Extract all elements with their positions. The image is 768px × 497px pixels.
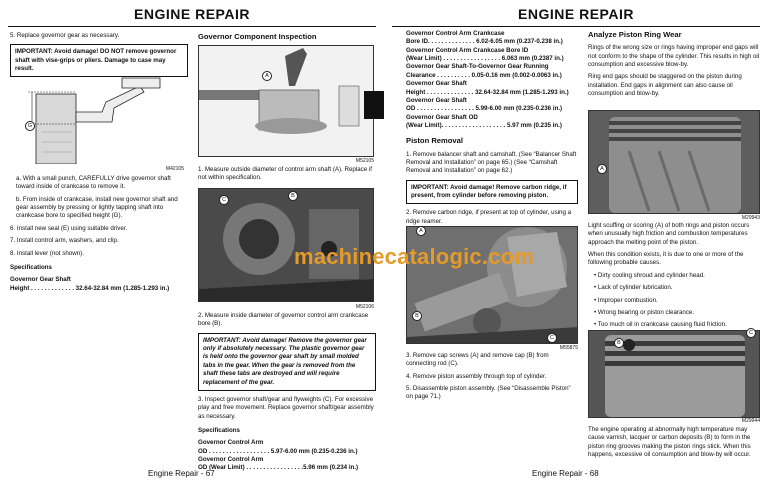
section-title: Governor Component Inspection [198, 32, 317, 41]
page-edge-tab [364, 91, 384, 119]
header-rule [8, 26, 376, 27]
step-text: 4. Remove piston assembly through top of cylinder. [406, 372, 547, 380]
left-col1-lower [10, 175, 188, 297]
spec-title: Specifications [198, 426, 240, 434]
watermark: machinecatalogic.com [294, 244, 534, 269]
spec-item: Governor Gear Shaft [406, 96, 467, 104]
step-text: b. From inside of crankcase, install new governor shaft and gear assembly by pressing or lightly tapping shaft into crankcase bore to specified height (G). [16, 195, 178, 220]
callout-a: A [597, 164, 607, 174]
spec-line: (Wear Limit). . . . . . . . . . . . . . . . . . . 5.97 mm (0.235 in.) [406, 121, 562, 129]
right-col1-lower [406, 352, 578, 406]
spec-item: Governor Control Arm Crankcase Bore ID [406, 46, 529, 54]
page-header: ENGINE REPAIR [518, 6, 634, 22]
left-col2-text1 [198, 166, 376, 187]
callout-c: C [746, 328, 756, 338]
step-text: 5. Disassemble piston assembly. (See “Disassemble Piston” on page 71.) [406, 385, 571, 401]
step-text: 2. Remove carbon ridge, if present at top of cylinder, using a ridge reamer. [406, 209, 572, 225]
step-text: 5. Replace governor gear as necessary. [10, 32, 120, 39]
spec-line: (Wear Limit) . . . . . . . . . . . . . . . . . 6.063 mm (0.2387 in.) [406, 55, 564, 63]
step-text: 3. Inspect governor shaft/gear and flyweights (C). For excessive play and free movement. Replace governor shaft/gear assembly as necessary. [198, 395, 374, 420]
step-text: 2. Measure inside diameter of governor control arm crankcase bore (B). [198, 312, 369, 328]
figure-label: M29943 [741, 215, 760, 221]
right-col2-mid [588, 222, 760, 334]
section-title: Analyze Piston Ring Wear [588, 30, 682, 39]
header-rule [392, 26, 760, 27]
step-text: 1. Measure outside diameter of control arm shaft (A). Replace if not within specification. [198, 166, 373, 182]
spec-line: OD . . . . . . . . . . . . . . . . . . 5.97-6.00 mm (0.235-0.236 in.) [198, 447, 358, 455]
callout-b: B [412, 311, 422, 321]
paragraph: Rings of the wrong size or rings having improper end gaps will not conform to the shape of the cylinder. This results in high oil consumption and excessive blow-by. [588, 44, 760, 68]
warning-box: IMPORTANT: Avoid damage! Remove carbon ridge, if present, from cylinder before removing piston. [406, 180, 578, 205]
figure-label: M52105 [355, 158, 374, 164]
step-text: 6. Install new seal (E) using suitable driver. [10, 224, 128, 232]
spec-line: Clearance . . . . . . . . . . 0.05-0.16 mm (0.002-0.0063 in.) [406, 71, 562, 79]
spec-line: Bore ID. . . . . . . . . . . . . . 6.02-6.05 mm (0.237-0.238 in.) [406, 38, 563, 46]
callout-g: G [25, 121, 35, 131]
bullet-item: • Improper combustion. [588, 297, 760, 305]
bullet-item: • Too much oil in crankcase causing fluid friction. [588, 321, 760, 329]
spec-item: Governor Gear Shaft [10, 276, 71, 284]
step-text: a. With a small punch, CAREFULLY drive governor shaft toward inside of crankcase to remove it. [16, 175, 171, 191]
bullet-item: • Wrong bearing or piston clearance. [588, 309, 760, 317]
right-col2-lower [588, 426, 760, 463]
paragraph: When this condition exists, it is due to one or more of the following probable causes. [588, 251, 744, 267]
figure-label: M42105 [165, 166, 184, 172]
paragraph: The engine operating at abnormally high temperature may cause varnish, lacquer or carbon deposits (B) to form in the piston ring grooves making the piston rings stick. When this happens, excessive oil consumption and blow-by will occur. [588, 426, 751, 459]
governor-shaft-drawing [22, 72, 174, 164]
spec-line: Height . . . . . . . . . . . . . . 32.64-32.84 mm (1.285-1.293 in.) [406, 88, 569, 96]
bullet-item: • Dirty cooling shroud and cylinder head. [588, 272, 760, 280]
callout-b: B [614, 338, 624, 348]
paragraph: Light scuffing or scoring (A) of both rings and piston occurs when unusually high friction and combustion temperatures approach the melting point of the piston. [588, 222, 750, 246]
figure-label: M29944 [741, 418, 760, 424]
callout-a: A [262, 71, 272, 81]
step-text: 3. Remove cap screws (A) and remove cap (B) from connecting rod (C). [406, 352, 549, 368]
warning-box: IMPORTANT: Avoid damage! Remove the governor gear only if absolutely necessary. The plastic governor gear is held onto the governor gear shaft by small molded tabs in the gear. When the gear is removed from the shaft these tabs are destroyed and will require replacement of the gear. [198, 333, 376, 391]
right-col2 [588, 30, 760, 102]
spec-title: Specifications [10, 263, 52, 271]
spec-item: Governor Gear Shaft [406, 80, 467, 88]
spec-line: Height . . . . . . . . . . . . . 32.64-32.84 mm (1.285-1.293 in.) [10, 284, 170, 292]
spec-item: Governor Control Arm [198, 456, 264, 464]
step-text: 7. Install control arm, washers, and clip. [10, 237, 119, 245]
spec-item: Governor Gear Shaft OD [406, 113, 478, 121]
spec-item: Governor Gear Shaft-To-Governor Gear Running [406, 63, 549, 71]
piston-scuffing-photo [588, 110, 760, 214]
page-header: ENGINE REPAIR [134, 6, 250, 22]
spec-item: Governor Control Arm [198, 439, 264, 447]
figure-label: M52106 [355, 304, 374, 310]
paragraph: Ring end gaps should be staggered on the piston during installation. End gaps in alignment can also cause oil consumption and blow-by. [588, 73, 742, 98]
bullet-item: • Lack of cylinder lubrication. [588, 284, 760, 292]
right-col1 [406, 30, 578, 230]
left-col2-text2 [198, 312, 376, 477]
control-arm-photo [198, 45, 374, 157]
callout-b: B [288, 191, 298, 201]
page-footer: Engine Repair - 67 [148, 469, 215, 478]
step-text: 8. Install lever (not shown). [10, 249, 84, 257]
figure-label: M55875 [559, 345, 578, 351]
spec-line: OD (Wear Limit) . . . . . . . . . . . . . . . . .5.96 mm (0.234 in.) [198, 464, 359, 472]
callout-a: A [416, 226, 426, 236]
warning-box: IMPORTANT: Avoid damage! DO NOT remove governor shaft with vise-grips or pliers. Damage to case may result. [10, 44, 188, 77]
spec-line: OD . . . . . . . . . . . . . . . . . 5.99-6.00 mm (0.235-0.236 in.) [406, 105, 563, 113]
spec-item: Governor Control Arm Crankcase [406, 30, 505, 37]
page-footer: Engine Repair - 68 [532, 469, 599, 478]
step-text: 1. Remove balancer shaft and camshaft. (See “Balancer Shaft Removal and Installation” on page 65.) (See “Camshaft Removal and Installation” on page 62.) [406, 150, 577, 175]
section-title: Piston Removal [406, 136, 463, 146]
callout-c: C [547, 333, 557, 343]
callout-c: C [219, 195, 229, 205]
